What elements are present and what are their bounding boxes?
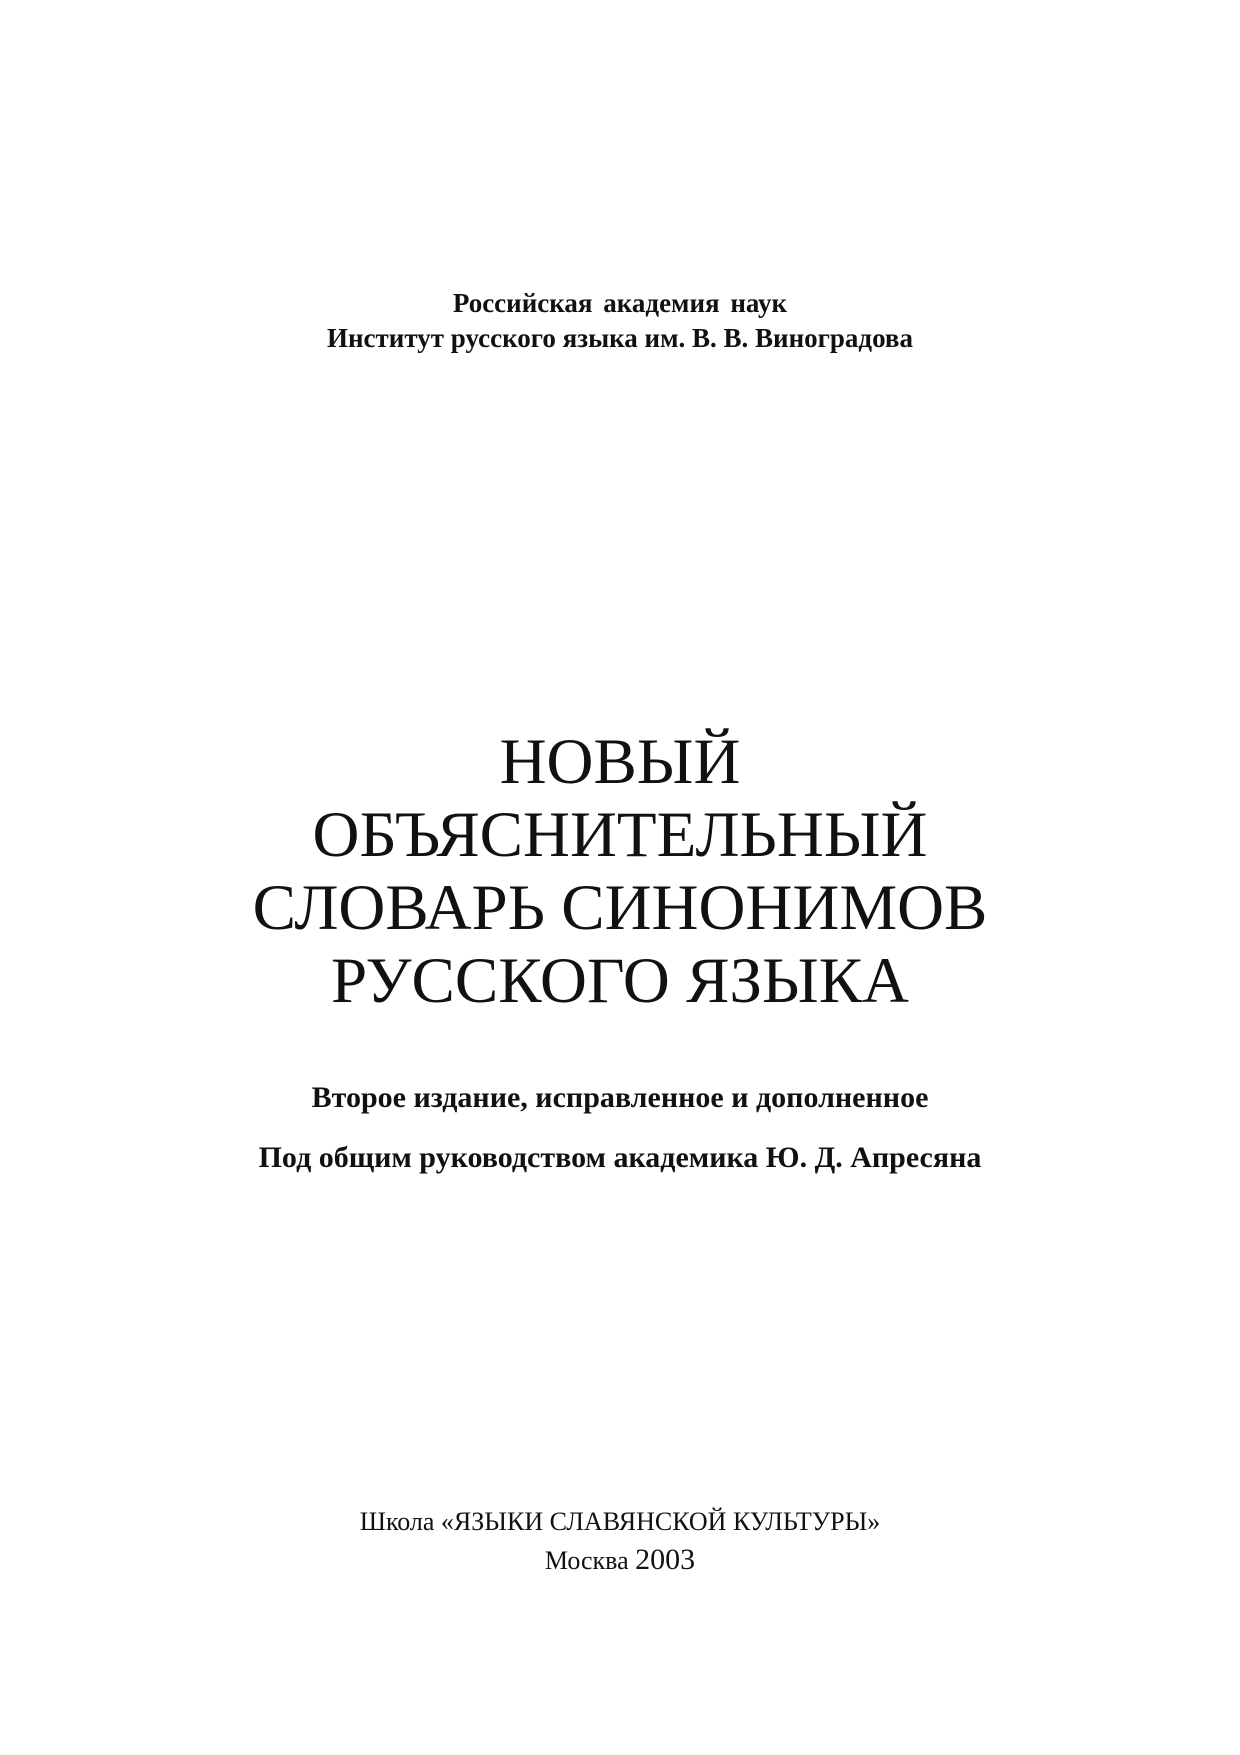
publisher-info [0,1503,1240,1580]
edition-note: Второе издание, исправленное и дополненное [311,1081,929,1114]
editor-note: Под общим руководством академика Ю. Д. Апресяна [258,1141,982,1174]
academy-name: Российская академия наук [452,288,788,318]
institute-name: Институт русского языка им. В. В. Виноградова [327,323,913,353]
publication-city: Москва [544,1546,629,1575]
publication-year: 2003 [635,1543,696,1576]
publisher-name: Школа «ЯЗЫКИ СЛАВЯНСКОЙ КУЛЬТУРЫ» [359,1507,881,1536]
book-title-line-1: НОВЫЙ [499,726,741,798]
organization-header [0,286,1240,356]
book-title [0,726,1240,1018]
book-title-line-2: ОБЪЯСНИТЕЛЬНЫЙ [312,799,928,871]
book-title-line-3: СЛОВАРЬ СИНОНИМОВ [252,872,988,944]
book-title-line-4: РУССКОГО ЯЗЫКА [331,945,909,1017]
publication-place-year [0,1541,1240,1580]
edition-info [0,1068,1240,1188]
